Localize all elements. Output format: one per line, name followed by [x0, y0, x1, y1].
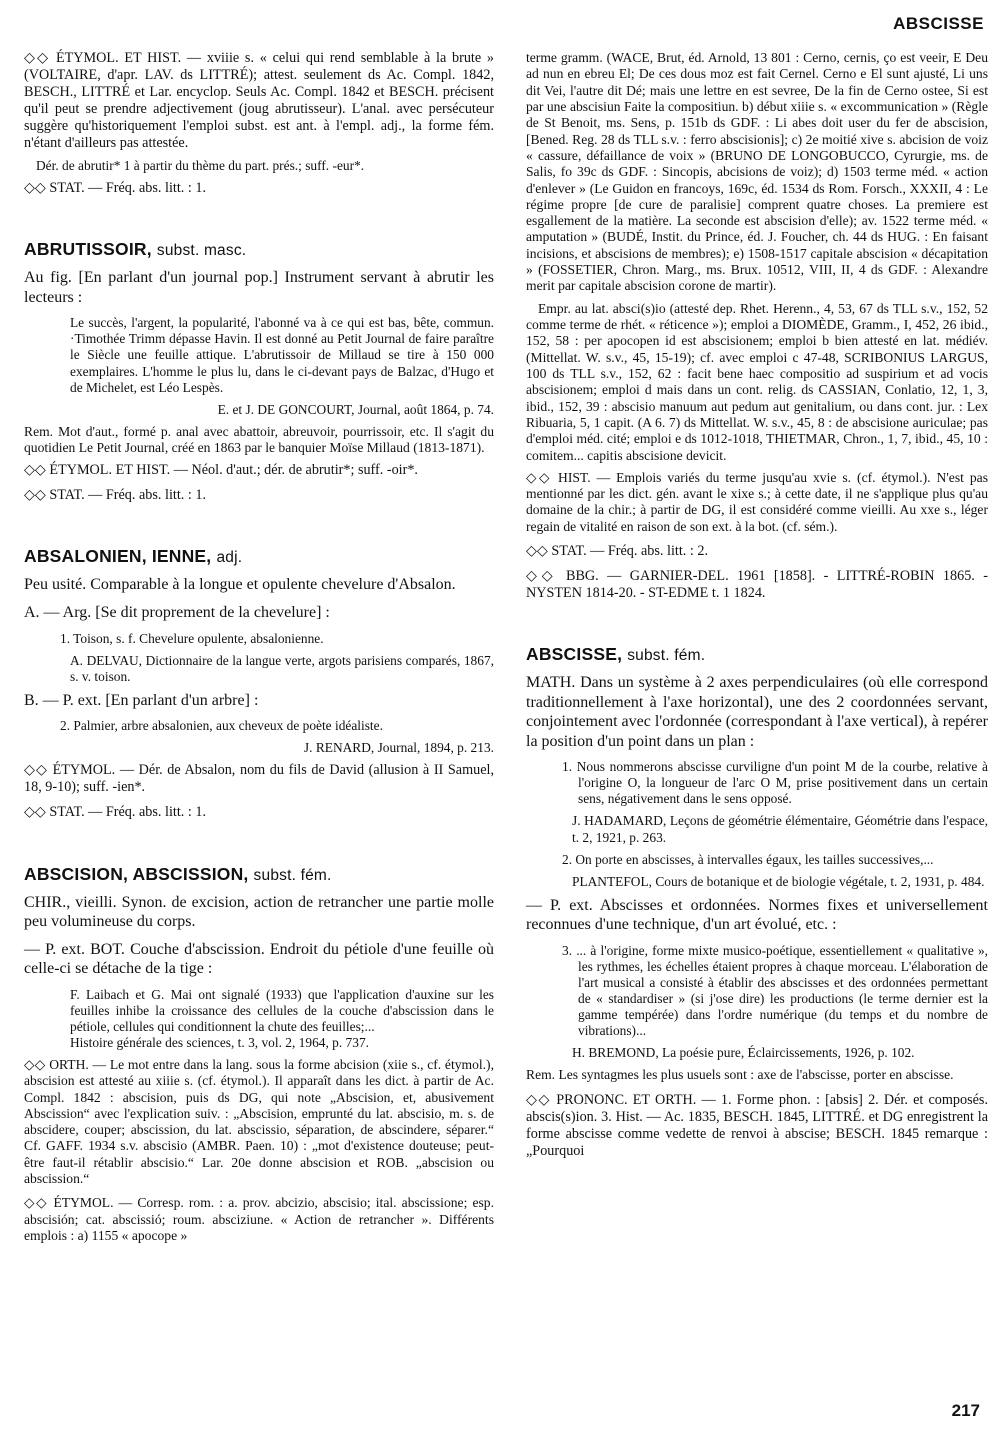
citation-source: Histoire générale des sciences, t. 3, vol. 2, 1964, p. 737.: [70, 1034, 369, 1050]
pos-abscisse: subst. fém.: [627, 647, 706, 665]
headword-abrutissoir: ABRUTISSOIR,: [24, 239, 152, 260]
example-2-source: PLANTEFOL, Cours de botanique et de biologie végétale, t. 2, 1931, p. 484.: [572, 873, 985, 889]
etymology: ◇◇ ÉTYMOL. — Dér. de Absalon, nom du fils de David (allusion à II Samuel, 18, 9-10); suff. -ien*.: [24, 762, 494, 796]
entry-absalonien: [24, 546, 494, 567]
bibliography: ◇◇ BBG. — GARNIER-DEL. 1961 [1858]. - LITTRÉ-ROBIN 1865. - NYSTEN 1814-20. - ST-EDME t. 1 1824.: [526, 568, 988, 602]
definition: CHIR., vieilli. Synon. de excision, action de retrancher une partie molle peu volumineuse du corps.: [24, 893, 494, 931]
extended-sense: — P. ext. Abscisses et ordonnées. Normes fixes et universellement reconnues d'une technique, d'un art évolué, etc. :: [526, 896, 988, 934]
example-2-source: J. RENARD, Journal, 1894, p. 213.: [303, 740, 494, 756]
etymology: ◇◇ ÉTYMOL. — Corresp. rom. : a. prov. abcizio, abscisio; ital. abscissione; esp. abscisión; cat. abscissió; roum. absciziune. « Action de retrancher ». Différents emplois : a) 1155 « apocope »: [24, 1195, 494, 1244]
statistics: ◇◇ STAT. — Fréq. abs. litt. : 1.: [24, 804, 206, 821]
headword-absalonien: ABSALONIEN, IENNE,: [24, 546, 212, 567]
history: ◇◇ HIST. — Emplois variés du terme jusqu'au xvie s. (cf. étymol.). N'est pas mentionné par les dict. gén. avant le xixe s.; à cette date, il ne s'applique plus qu'au domaine de la chir.; à partir de DG, il est considéré comme vieilli. Au xxe s., léger regain de vitalité en raison de son ext. à la bot. (cf. sém.).: [526, 469, 988, 534]
remark: Rem. Les syntagmes les plus usuels sont : axe de l'abscisse, porter en abscisse.: [526, 1067, 954, 1083]
page-number: 217: [951, 1401, 980, 1420]
pos-abrutissoir: subst. masc.: [156, 242, 247, 260]
example-2: 2. On porte en abscisses, à intervalles égaux, les tailles successives,...: [562, 851, 934, 867]
statistics: ◇◇ STAT. — Fréq. abs. litt. : 2.: [526, 543, 708, 560]
example-1: 1. Toison, s. f. Chevelure opulente, absalonienne.: [60, 630, 324, 646]
left-column: [24, 50, 494, 1250]
entry-abrutissoir: [24, 239, 494, 260]
example-3: 3. ... à l'origine, forme mixte musico-poétique, essentiellement « qualitative », les rythmes, les échelles étaient propres à chaque morceau. L'élaboration de l'art musical a consisté à établir des abscisses et des ordonnées permettant de « standardiser » (si j'ose dire) les productions (le terme dernier est la gamme tempérée) dans l'ordre numérique (du temps et du nombre de vibrations)...: [562, 942, 988, 1039]
running-head: ABSCISSE: [893, 14, 984, 33]
definition: Peu usité. Comparable à la longue et opulente chevelure d'Absalon.: [24, 576, 456, 594]
pronunciation-orthography: ◇◇ PRONONC. ET ORTH. — 1. Forme phon. : [absis] 2. Dér. et composés. abscis(s)ion. 3. Hist. — Ac. 1835, BESCH. 1845, LITTRÉ. et DG enregistrent la forme abscisse comme vedette de renvoi à abscise; BESCH. 1845 remarque : „Pourquoi: [526, 1091, 988, 1159]
remark: Rem. Mot d'aut., formé p. anal avec abattoir, abreuvoir, pourrissoir, etc. Il s'agit du quotidien Le Petit Journal, créé en 1863 par le banquier Moïse Millaud (1813-1871).: [24, 423, 494, 456]
abrutisseur-der: Dér. de abrutir* 1 à partir du thème du part. prés.; suff. -eur*.: [36, 158, 365, 174]
definition: Au fig. [En parlant d'un journal pop.] Instrument servant à abrutir les lecteurs :: [24, 269, 494, 306]
definition: MATH. Dans un système à 2 axes perpendiculaires (où elle correspond traditionnellement à l'axe horizontal), une des 2 coordonnées servant, conjointement avec l'ordonnée (correspondant à l'axe vertical), à repérer la position d'un point dans un plan :: [526, 674, 988, 750]
example-1: 1. Nous nommerons abscisse curviligne d'un point M de la courbe, relative à l'origine O, la longueur de l'arc O M, prise positivement dans un certain sens, négativement dans le sens opposé.: [562, 759, 988, 807]
etymology: ◇◇ ÉTYMOL. ET HIST. — Néol. d'aut.; dér. de abrutir*; suff. -oir*.: [24, 462, 418, 479]
example-1-source: A. DELVAU, Dictionnaire de la langue verte, argots parisiens comparés, 1867, s. v. toison.: [70, 652, 494, 684]
abrutisseur-stat: ◇◇ STAT. — Fréq. abs. litt. : 1.: [24, 180, 206, 197]
example-1-source: J. HADAMARD, Leçons de géométrie élémentaire, Géométrie dans l'espace, t. 2, 1921, p. 263.: [572, 813, 988, 845]
statistics: ◇◇ STAT. — Fréq. abs. litt. : 1.: [24, 487, 206, 504]
extended-sense: — P. ext. BOT. Couche d'abscission. Endroit du pétiole d'une feuille où celle-ci se détache de la tige :: [24, 940, 494, 978]
example-2: 2. Palmier, arbre absalonien, aux cheveux de poète idéaliste.: [60, 718, 383, 734]
citation-source: E. et J. DE GONCOURT, Journal, août 1864, p. 74.: [217, 401, 494, 417]
abscision-etymol-continued: terme gramm. (WACE, Brut, éd. Arnold, 13 801 : Cerno, cernis, ço est veeir, E Deu ad nun en ebreu El; De ces dous moz est fait Cernel. Cerno e El sunt ajusté, Li uns dit Vei, l'autre dit Dé; mais une lettre en est sevree, De la fin de Cerno ostee, Si est par une abscisiun Faite la compositiun. b) début xiiie s. « excommunication » (Règle de St Benoit, ms. Sens, p. 151b ds GDF. : Li abes doit user du fer de abscision, [Bened. Reg. 28 ds TLL s.v. : ferro abscisionis]; c) 2e moitié xive s. abcision de voiz « cassure, défaillance de voix » (BRUNO DE LONGOBUCCO, Cyrurgie, ms. de Salis, fo 39c ds GDF. : Sincopis, abcisions de voiz); d) 1503 terme méd. « action d'enlever » (Le Guidon en francoys, 169c, éd. 1534 ds Rom. Forsch., XXXII, 4 : Le régime propre [de cure de paralisie] comprent quatre choses. La premiere est esgallement de la matière. La seconde est abscision d'elle); av. 1522 terme méd. « amputation » (BUDÉ, Instit. du Prince, éd. J. Foucher, ch. 44 ds HUG. : En faisant incisions, et abscisions de membres); e) 1508-1517 capitale abscision « décapitation » (FOSSETIER, Chron. Marg., ms. Brux. 10512, VIII, II, 4 ds GDF. : Alexandre merit par capitale abscision corone de martir).: [526, 50, 988, 294]
sense-b: B. — P. ext. [En parlant d'un arbre] :: [24, 691, 259, 709]
citation: Le succès, l'argent, la popularité, l'abonné va à ce qui est bas, bête, commun. ·Timothée Trimm dépasse Havin. Il est donné au Petit Journal de faire paraître le Siècle une feuille attique. L'abrutissoir de Millaud se tire à 150 000 exemplaires. L'homme le plus lu, dans le ci-devant pays de Balzac, d'Hugo et de Michelet, est Léo Lespès.: [70, 315, 494, 395]
entry-abscision: [24, 864, 494, 885]
entry-abscisse: [526, 644, 988, 665]
headword-abscisse: ABSCISSE,: [526, 644, 623, 665]
example-3-source: H. BREMOND, La poésie pure, Éclaircissements, 1926, p. 102.: [572, 1045, 915, 1061]
citation: F. Laibach et G. Mai ont signalé (1933) que l'application d'auxine sur les feuilles inhibe la croissance des cellules de la couche d'abscission dans le pétiole, cellules qui conditionnent la chute des feuilles;...: [70, 986, 494, 1034]
sense-a: A. — Arg. [Se dit proprement de la chevelure] :: [24, 604, 330, 621]
headword-abscision: ABSCISION, ABSCISSION,: [24, 863, 249, 884]
orthography: ◇◇ ORTH. — Le mot entre dans la lang. sous la forme abcision (xiie s., cf. étymol.), abscision est attesté au xiiie s. (cf. étymol.). Il apparaît dans les dict. à partir de Ac. Compl. 1842 : abscision, puis ds DG, qui note „Abscision, et, abusivement Abscission“ avec l'explication suiv. : „Abscision, emprunté du lat. abscisio, m. s. de abscidere, couper; abscission, du lat. abscissio, séparation, de abscindere, séparer.“ Cf. GAFF. 1934 s.v. abscisio (AMBR. Paen. 10) : „mot d'existence douteuse; peut-être faut-il rétablir abscisio.“ Lar. 20e donne abscision et ROB. „abscision ou abscission.“: [24, 1056, 494, 1187]
borrowing: Empr. au lat. absci(s)io (attesté dep. Rhet. Herenn., 4, 53, 67 ds TLL s.v., 152, 52 comme terme de rhét. « réticence »); emploi a DIOMÈDE, Gramm., I, 452, 26 ibid., 152, 58 : per apocopen id est abscisionem; emploi b bien attesté en lat. médiév. (Mittellat. W. s.v., 45, 15-19); cf. avec emploi c 47-48, SCRIBONIUS LARGUS, 100 ds TLL s.v., 152, 62 : facit bene haec compositio ad suspirium et ad vocis abscisionem; emploi d mais dans un cont. relig. ds CASSIAN, Conlatio, 12, 1, 3, ibid., 152, 39 : abscisio manuum aut pedum aut genitalium, ou dans cont. jur. : Lex Ribuaria, 5, 1 capit. (A 6. 7) ds Mittellat. W. s.v., 45, 8 : de abscisione auriculae; pas d'emploi méd. cité; emploi e ds 1012-1018, THIETMAR, Chron., 1, 7, ibid., 45, 10 : comitem... capitis abscisione devicit.: [526, 300, 988, 463]
abrutisseur-etymol: ◇◇ ÉTYMOL. ET HIST. — xviiie s. « celui qui rend semblable à la brute » (VOLTAIRE, d'apr. LAV. ds LITTRÉ); attest. seulement ds Ac. Compl. 1842, BESCH., LITTRÉ et Lar. encyclop. Seuls Ac. Compl. 1842 et BESCH. précisent qu'il peut se prendre adjectivement (joug abrutisseur). L'anal. avec persécuteur suggère qu'historiquement l'emploi subst. est ant. à l'empl. adj., la forme fém. n'étant d'ailleurs pas attestée.: [24, 50, 494, 152]
right-column: [526, 50, 988, 1166]
pos-absalonien: adj.: [216, 549, 243, 567]
pos-abscision: subst. fém.: [253, 866, 332, 884]
